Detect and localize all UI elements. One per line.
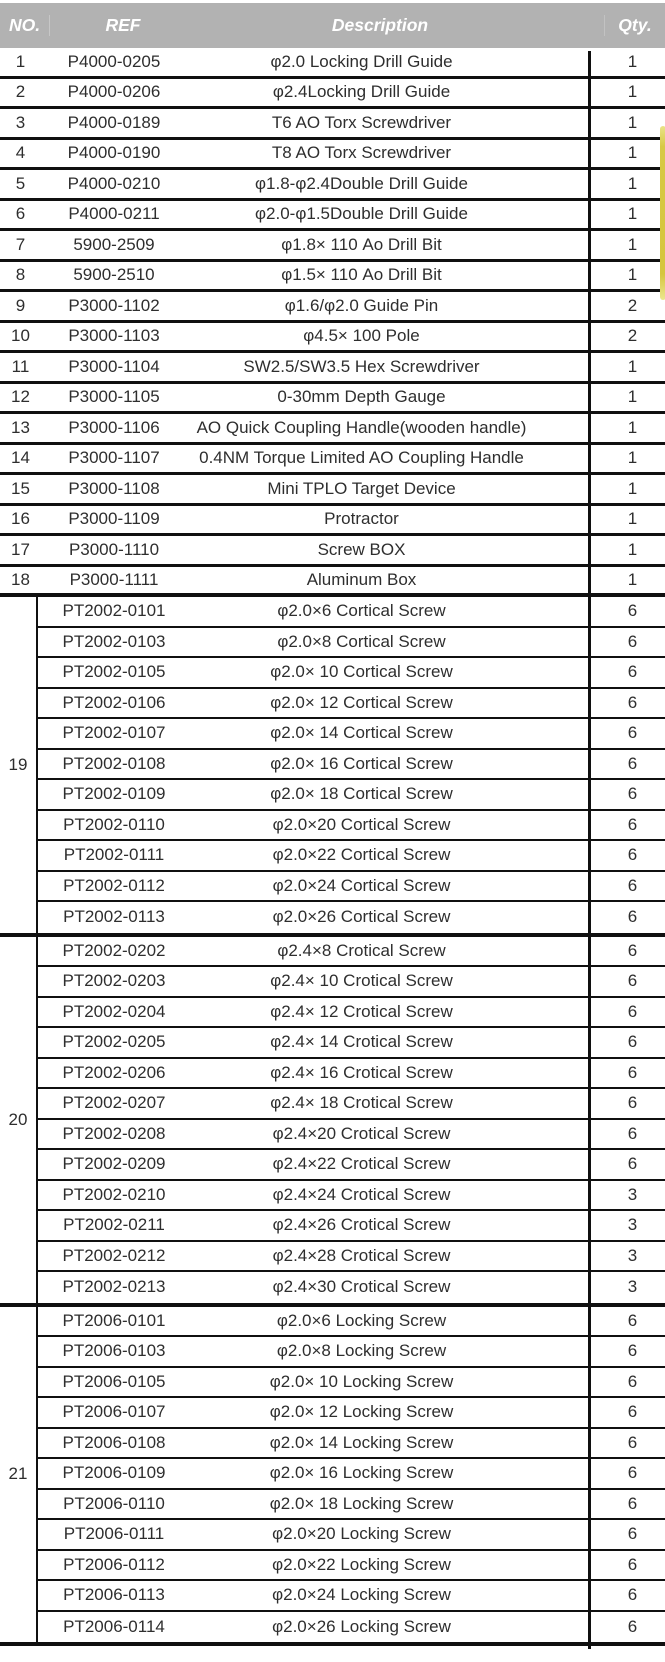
row-ref: P3000-1104 <box>68 356 160 376</box>
table-row <box>38 1181 665 1212</box>
row-ref: PT2002-0202 <box>62 940 166 960</box>
row-qty: 6 <box>627 1554 638 1574</box>
group-block <box>0 1307 665 1647</box>
row-no: 10 <box>11 326 30 346</box>
group-no: 19 <box>0 597 38 933</box>
row-description: φ2.0×6 Locking Screw <box>276 1310 447 1330</box>
table-row <box>38 658 665 689</box>
row-ref: PT2002-0211 <box>63 1215 165 1235</box>
row-ref: PT2006-0113 <box>63 1585 165 1605</box>
row-ref: PT2006-0112 <box>63 1554 165 1574</box>
row-description: φ2.4×24 Crotical Screw <box>272 1184 451 1204</box>
table-row <box>38 1337 665 1368</box>
row-qty: 1 <box>627 448 638 468</box>
row-qty: 1 <box>627 143 638 163</box>
table-row <box>0 353 665 384</box>
row-qty: 6 <box>627 631 638 651</box>
row-no: 2 <box>15 82 26 102</box>
group-rows <box>38 597 665 933</box>
row-no: 15 <box>11 478 30 498</box>
row-no: 4 <box>15 143 26 163</box>
row-description: φ2.0×24 Locking Screw <box>272 1585 451 1605</box>
row-description: φ2.0×20 Cortical Screw <box>272 814 451 834</box>
row-qty: 6 <box>627 1154 638 1174</box>
row-ref: P3000-1105 <box>68 387 160 407</box>
row-no: 12 <box>11 387 30 407</box>
table-row <box>38 811 665 842</box>
row-ref: PT2002-0203 <box>62 971 166 991</box>
row-ref: PT2002-0112 <box>63 875 165 895</box>
row-description: T6 AO Torx Screwdriver <box>271 112 452 132</box>
row-ref: P3000-1106 <box>68 417 160 437</box>
row-qty: 6 <box>627 907 638 927</box>
group-no: 20 <box>0 937 38 1303</box>
column-header-ref: REF <box>105 15 141 35</box>
table-row <box>38 1612 665 1643</box>
table-row <box>0 567 665 598</box>
row-description: φ2.4×8 Crotical Screw <box>277 940 446 960</box>
row-qty: 3 <box>627 1245 638 1265</box>
row-description: φ2.0 Locking Drill Guide <box>270 51 453 71</box>
row-description: φ2.0× 18 Locking Screw <box>269 1493 454 1513</box>
table-row <box>0 506 665 537</box>
table-row <box>0 48 665 79</box>
row-ref: P3000-1103 <box>68 326 160 346</box>
row-ref: PT2002-0208 <box>62 1123 166 1143</box>
row-description: φ2.4×26 Crotical Screw <box>272 1215 451 1235</box>
table-row <box>38 780 665 811</box>
row-no: 13 <box>11 417 30 437</box>
row-qty: 1 <box>627 417 638 437</box>
group-rows <box>38 937 665 1303</box>
row-description: φ2.4Locking Drill Guide <box>272 82 451 102</box>
scrollbar-thumb[interactable] <box>660 126 665 300</box>
row-qty: 1 <box>627 82 638 102</box>
table-row <box>0 201 665 232</box>
row-description: Aluminum Box <box>306 569 417 589</box>
row-description: φ2.0×8 Locking Screw <box>276 1341 447 1361</box>
group-block <box>0 937 665 1307</box>
table-row <box>0 140 665 171</box>
row-ref: P4000-0190 <box>67 143 161 163</box>
table-row <box>0 231 665 262</box>
row-ref: PT2002-0213 <box>62 1277 166 1297</box>
row-description: φ2.4×28 Crotical Screw <box>272 1245 451 1265</box>
row-qty: 2 <box>627 295 638 315</box>
row-description: Screw BOX <box>317 539 406 559</box>
row-ref: PT2002-0105 <box>62 662 166 682</box>
row-description: φ2.0×6 Cortical Screw <box>277 601 446 621</box>
row-qty: 6 <box>627 1123 638 1143</box>
row-ref: PT2006-0103 <box>62 1341 166 1361</box>
row-ref: PT2006-0105 <box>62 1371 166 1391</box>
table-row <box>38 902 665 933</box>
row-description: φ2.0× 10 Locking Screw <box>269 1371 454 1391</box>
row-no: 18 <box>11 569 30 589</box>
row-qty: 6 <box>627 875 638 895</box>
row-description: φ2.0-φ1.5Double Drill Guide <box>255 204 468 224</box>
row-qty: 6 <box>627 723 638 743</box>
column-header-qty: Qty. <box>618 15 652 35</box>
row-qty: 1 <box>627 112 638 132</box>
row-qty: 3 <box>627 1215 638 1235</box>
row-qty: 1 <box>627 265 638 285</box>
row-ref: PT2006-0114 <box>63 1616 165 1636</box>
row-description: φ4.5× 100 Pole <box>303 326 420 346</box>
row-qty: 6 <box>627 845 638 865</box>
row-no: 1 <box>15 51 26 71</box>
row-qty: 6 <box>627 601 638 621</box>
row-ref: PT2002-0205 <box>62 1032 166 1052</box>
row-qty: 1 <box>627 204 638 224</box>
table-row <box>0 292 665 323</box>
row-description: φ2.0× 10 Cortical Screw <box>270 662 453 682</box>
table-row <box>38 597 665 628</box>
row-qty: 6 <box>627 1493 638 1513</box>
row-ref: P4000-0206 <box>67 82 161 102</box>
table-row <box>38 841 665 872</box>
row-description: φ2.0× 14 Cortical Screw <box>270 723 453 743</box>
table-row <box>38 1551 665 1582</box>
table-row <box>38 1459 665 1490</box>
row-ref: PT2006-0107 <box>62 1402 166 1422</box>
row-qty: 6 <box>627 814 638 834</box>
row-description: φ2.4× 16 Crotical Screw <box>270 1062 453 1082</box>
row-ref: P3000-1108 <box>68 478 160 498</box>
row-ref: P3000-1107 <box>68 448 160 468</box>
row-qty: 1 <box>627 569 638 589</box>
parts-table <box>0 3 665 1662</box>
row-qty: 6 <box>627 1463 638 1483</box>
row-qty: 1 <box>627 356 638 376</box>
table-row <box>38 1520 665 1551</box>
table-row <box>38 1150 665 1181</box>
single-rows-section <box>0 48 665 597</box>
table-row <box>0 414 665 445</box>
row-ref: PT2002-0106 <box>62 692 166 712</box>
row-qty: 1 <box>627 51 638 71</box>
row-description: φ2.4× 12 Crotical Screw <box>270 1001 453 1021</box>
row-description: T8 AO Torx Screwdriver <box>271 143 452 163</box>
row-ref: PT2006-0111 <box>63 1524 165 1544</box>
row-description: φ1.6/φ2.0 Guide Pin <box>284 295 439 315</box>
row-qty: 6 <box>627 1371 638 1391</box>
row-ref: P3000-1111 <box>69 569 159 589</box>
row-no: 16 <box>11 509 30 529</box>
row-qty: 3 <box>627 1277 638 1297</box>
table-row <box>38 1368 665 1399</box>
table-row <box>0 384 665 415</box>
column-header-no: NO. <box>0 15 50 36</box>
row-description: φ2.0× 16 Cortical Screw <box>270 753 453 773</box>
row-qty: 1 <box>627 509 638 529</box>
row-description: φ2.0×24 Cortical Screw <box>272 875 451 895</box>
row-ref: 5900-2510 <box>73 265 155 285</box>
row-ref: PT2002-0207 <box>62 1093 166 1113</box>
group-no: 21 <box>0 1307 38 1643</box>
row-ref: PT2006-0101 <box>62 1310 166 1330</box>
row-description: φ2.0×26 Locking Screw <box>272 1616 451 1636</box>
row-description: φ2.0× 16 Locking Screw <box>269 1463 454 1483</box>
row-qty: 6 <box>627 1432 638 1452</box>
table-row <box>0 323 665 354</box>
row-no: 5 <box>15 173 26 193</box>
row-description: φ2.0× 12 Locking Screw <box>269 1402 454 1422</box>
row-ref: PT2002-0204 <box>62 1001 166 1021</box>
table-row <box>0 109 665 140</box>
group-rows <box>38 1307 665 1643</box>
row-ref: PT2002-0107 <box>62 723 166 743</box>
row-qty: 1 <box>627 478 638 498</box>
row-qty: 2 <box>627 326 638 346</box>
row-description: φ2.0×26 Cortical Screw <box>272 907 451 927</box>
row-ref: PT2002-0110 <box>63 814 165 834</box>
row-description: AO Quick Coupling Handle(wooden handle) <box>196 417 527 437</box>
table-row <box>0 170 665 201</box>
row-qty: 3 <box>627 1184 638 1204</box>
row-no: 9 <box>15 295 26 315</box>
row-ref: PT2002-0109 <box>62 784 166 804</box>
row-qty: 6 <box>627 1402 638 1422</box>
table-row <box>0 475 665 506</box>
row-description: φ2.4× 18 Crotical Screw <box>270 1093 453 1113</box>
row-ref: P4000-0189 <box>67 112 161 132</box>
row-description: φ1.8-φ2.4Double Drill Guide <box>255 173 468 193</box>
row-ref: PT2006-0110 <box>63 1493 165 1513</box>
row-ref: P3000-1110 <box>68 539 160 559</box>
table-row <box>38 1398 665 1429</box>
row-qty: 1 <box>627 173 638 193</box>
row-no: 17 <box>11 539 30 559</box>
table-row <box>38 1429 665 1460</box>
row-qty: 6 <box>627 1310 638 1330</box>
row-description: φ2.0×8 Cortical Screw <box>277 631 446 651</box>
row-description: φ2.0× 14 Locking Screw <box>269 1432 454 1452</box>
table-row <box>38 1089 665 1120</box>
table-row <box>38 872 665 903</box>
row-qty: 6 <box>627 662 638 682</box>
row-no: 11 <box>11 356 30 376</box>
row-ref: PT2002-0209 <box>62 1154 166 1174</box>
row-ref: PT2002-0206 <box>62 1062 166 1082</box>
row-ref: PT2006-0108 <box>62 1432 166 1452</box>
table-row <box>38 998 665 1029</box>
table-row <box>38 967 665 998</box>
row-description: φ2.0× 18 Cortical Screw <box>270 784 453 804</box>
row-description: φ1.5× 110 Ao Drill Bit <box>281 265 442 285</box>
row-qty: 1 <box>627 539 638 559</box>
table-row <box>38 719 665 750</box>
row-ref: PT2002-0101 <box>62 601 166 621</box>
table-row <box>38 750 665 781</box>
table-row <box>0 536 665 567</box>
row-description: φ2.0×20 Locking Screw <box>272 1524 451 1544</box>
table-row <box>38 1211 665 1242</box>
row-description: φ2.4× 14 Crotical Screw <box>270 1032 453 1052</box>
row-qty: 6 <box>627 784 638 804</box>
row-ref: P4000-0205 <box>67 51 161 71</box>
row-qty: 1 <box>627 234 638 254</box>
row-ref: PT2002-0212 <box>62 1245 166 1265</box>
row-ref: P4000-0211 <box>68 204 160 224</box>
table-row <box>38 1028 665 1059</box>
row-qty: 6 <box>627 1524 638 1544</box>
row-ref: P4000-0210 <box>67 173 161 193</box>
row-qty: 6 <box>627 1616 638 1636</box>
row-no: 6 <box>15 204 26 224</box>
row-qty: 6 <box>627 1032 638 1052</box>
table-header-row <box>0 3 665 48</box>
table-row <box>38 1581 665 1612</box>
row-qty: 6 <box>627 1585 638 1605</box>
row-ref: PT2002-0103 <box>62 631 166 651</box>
row-qty: 6 <box>627 971 638 991</box>
table-row <box>38 1272 665 1303</box>
table-row <box>38 1120 665 1151</box>
row-description: Mini TPLO Target Device <box>267 478 456 498</box>
row-description: φ2.4×20 Crotical Screw <box>272 1123 451 1143</box>
row-ref: P3000-1109 <box>68 509 160 529</box>
row-qty: 6 <box>627 692 638 712</box>
row-qty: 6 <box>627 1001 638 1021</box>
row-ref: PT2002-0113 <box>63 907 165 927</box>
row-description: φ2.0×22 Locking Screw <box>272 1554 451 1574</box>
table-row <box>38 1242 665 1273</box>
table-row <box>38 1490 665 1521</box>
table-row <box>0 79 665 110</box>
table-row <box>38 1059 665 1090</box>
row-description: φ1.8× 110 Ao Drill Bit <box>281 234 442 254</box>
row-description: φ2.4× 10 Crotical Screw <box>270 971 453 991</box>
row-ref: 5900-2509 <box>73 234 155 254</box>
row-ref: PT2002-0108 <box>62 753 166 773</box>
table-row <box>0 262 665 293</box>
table-row <box>38 689 665 720</box>
row-no: 7 <box>15 234 26 254</box>
row-description: Protractor <box>324 509 399 529</box>
row-qty: 6 <box>627 1093 638 1113</box>
row-qty: 6 <box>627 1341 638 1361</box>
row-qty: 1 <box>627 387 638 407</box>
row-description: 0.4NM Torque Limited AO Coupling Handle <box>199 448 524 468</box>
table-row <box>38 1307 665 1338</box>
row-ref: PT2002-0111 <box>63 845 165 865</box>
row-ref: P3000-1102 <box>68 295 160 315</box>
table-row <box>0 445 665 476</box>
row-qty: 6 <box>627 940 638 960</box>
grouped-rows-section <box>0 597 665 1646</box>
table-row <box>38 628 665 659</box>
row-no: 14 <box>11 448 30 468</box>
group-block <box>0 597 665 937</box>
qty-column-divider <box>588 51 591 1649</box>
column-header-description: Description <box>196 15 605 36</box>
row-description: φ2.4×30 Crotical Screw <box>272 1277 451 1297</box>
row-qty: 6 <box>627 753 638 773</box>
row-description: 0-30mm Depth Gauge <box>277 387 446 407</box>
row-no: 3 <box>15 112 26 132</box>
table-row <box>38 937 665 968</box>
row-description: φ2.4×22 Crotical Screw <box>272 1154 451 1174</box>
row-description: φ2.0× 12 Cortical Screw <box>270 692 453 712</box>
row-qty: 6 <box>627 1062 638 1082</box>
row-description: φ2.0×22 Cortical Screw <box>272 845 451 865</box>
row-ref: PT2002-0210 <box>62 1184 166 1204</box>
row-description: SW2.5/SW3.5 Hex Screwdriver <box>243 356 480 376</box>
row-no: 8 <box>15 265 26 285</box>
row-ref: PT2006-0109 <box>62 1463 166 1483</box>
